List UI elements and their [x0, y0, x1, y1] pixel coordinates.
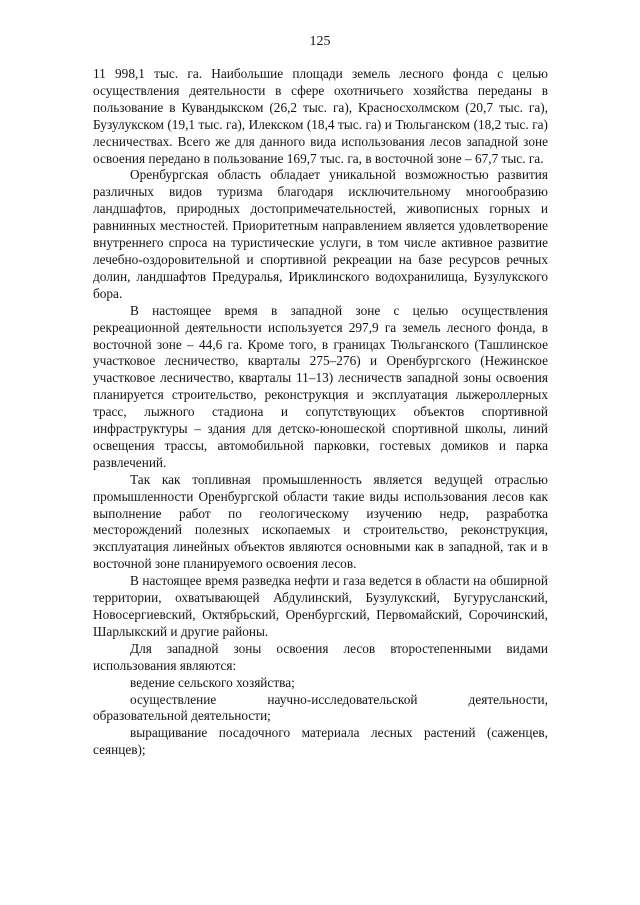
document-body	[93, 66, 548, 759]
paragraph-6: Для западной зоны освоения лесов второстепенными видами использования являются:	[93, 640, 548, 673]
paragraph-3: В настоящее время в западной зоне с целью осуществления рекреационной деятельности используется 297,9 га земель лесного фонда, в восточной зоне – 44,6 га. Кроме того, в границах Тюльганского (Ташлинское участковое лесничество, кварталы 275–276) и Оренбургского (Нежинское участковое лесничество, кварталы 11–13) лесничеств западной зоны освоения планируется строительство, реконструкция и эксплуатация лыжероллерных трасс, лыжного стадиона и сопутствующих объектов спортивной инфраструктуры – здания для детско-юношеской спортивной школы, линий освещения трассы, автомобильной парковки, гостевых домиков и парка развлечений.	[93, 302, 548, 470]
paragraph-1: 11 998,1 тыс. га. Наибольшие площади земель лесного фонда с целью осуществления деятельности в сфере охотничьего хозяйства переданы в пользование в Кувандыкском (26,2 тыс. га), Красносхолмском (20,7 тыс. га), Бузулукском (19,1 тыс. га), Илекском (18,4 тыс. га) и Тюльганском (18,2 тыс. га) лесничествах. Всего же для данного вида использования лесов западной зоне освоения передано в пользование 169,7 тыс. га, в восточной зоне – 67,7 тыс. га.	[93, 66, 548, 166]
list-item-agriculture: ведение сельского хозяйства;	[130, 674, 295, 690]
paragraph-5: В настоящее время разведка нефти и газа ведется в области на обширной территории, охватывающей Абдулинский, Бузулукский, Бугурусланский, Новосергиевский, Октябрьский, Оренбургский, Первомайский, Сорочинский, Шарлыкский и другие районы.	[93, 573, 548, 639]
list-item-research: осуществление научно-исследовательской деятельности, образовательной деятельности;	[93, 691, 548, 724]
page-number: 125	[309, 34, 331, 49]
paragraph-4: Так как топливная промышленность является ведущей отраслью промышленности Оренбургской области такие виды использования лесов как выполнение работ по геологическому изучению недр, разработка месторождений полезных ископаемых и строительство, реконструкция, эксплуатация линейных объектов являются основными как в западной, так и в восточной зоне планируемого освоения лесов.	[93, 471, 548, 572]
paragraph-2: Оренбургская область обладает уникальной возможностью развития различных видов туризма благодаря исключительному многообразию ландшафтов, природных достопримечательностей, живописных горных и равнинных местностей. Приоритетным направлением является удовлетворение внутреннего спроса на туристические услуги, в том числе активное развитие лечебно-оздоровительной и спортивной рекреации на базе ресурсов речных долин, ландшафтов Предуралья, Ириклинского водохранилища, Бузулукского бора.	[93, 167, 548, 301]
list-item-seedlings: выращивание посадочного материала лесных растений (саженцев, сеянцев);	[93, 725, 548, 758]
